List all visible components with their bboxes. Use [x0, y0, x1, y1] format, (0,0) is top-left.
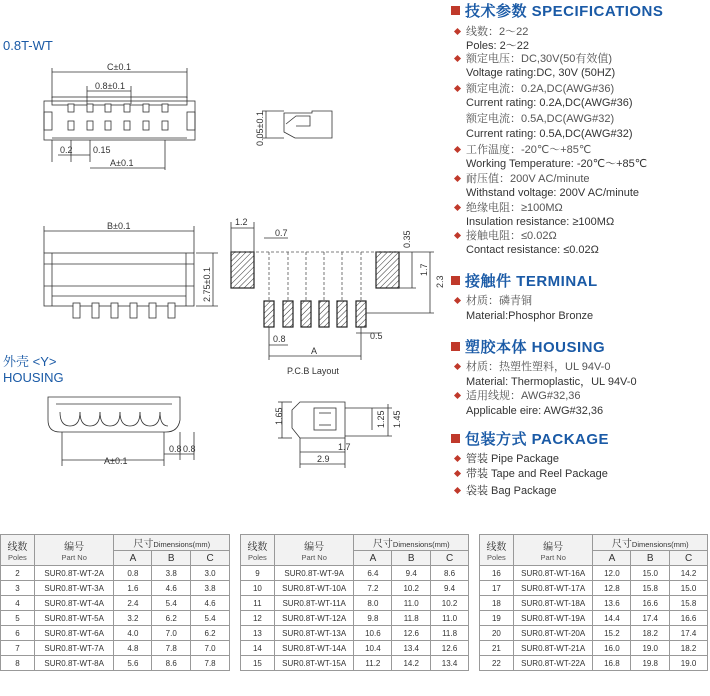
- header-a: A: [593, 551, 631, 566]
- cell-part-no: SUR0.8T-WT-20A: [513, 626, 593, 641]
- cell-a: 8.0: [354, 596, 392, 611]
- cell-c: 7.0: [191, 641, 230, 656]
- cell-a: 5.6: [114, 656, 152, 671]
- cell-a: 7.2: [354, 581, 392, 596]
- cell-a: 2.4: [114, 596, 152, 611]
- technical-drawing: [0, 0, 450, 480]
- cell-a: 16.8: [593, 656, 631, 671]
- housing-heading: 塑胶本体 HOUSING: [451, 336, 605, 357]
- cell-poles: 12: [241, 611, 275, 626]
- cell-poles: 17: [480, 581, 514, 596]
- table-row: [241, 641, 469, 656]
- table-row: [480, 656, 708, 671]
- dim-145: 1.45: [392, 410, 402, 428]
- cell-c: 16.6: [670, 611, 708, 626]
- table-row: [1, 611, 230, 626]
- cell-a: 12.8: [593, 581, 631, 596]
- cell-c: 10.2: [431, 596, 469, 611]
- terminal-material-en: Material:Phosphor Bronze: [466, 310, 594, 322]
- cell-b: 15.8: [631, 581, 670, 596]
- cell-b: 13.4: [392, 641, 431, 656]
- table-row: [480, 581, 708, 596]
- cell-part-no: SUR0.8T-WT-16A: [513, 566, 593, 581]
- header-c: C: [191, 551, 230, 566]
- header-c: C: [670, 551, 708, 566]
- specifications-heading: 技术参数 SPECIFICATIONS: [451, 0, 663, 21]
- dim-a-housing: A±0.1: [104, 456, 128, 466]
- dim-b: B±0.1: [107, 221, 131, 231]
- cell-part-no: SUR0.8T-WT-7A: [34, 641, 114, 656]
- table-row: [480, 611, 708, 626]
- cell-part-no: SUR0.8T-WT-11A: [274, 596, 354, 611]
- cell-a: 10.6: [354, 626, 392, 641]
- cell-a: 15.2: [593, 626, 631, 641]
- header-poles: 线数 Poles: [241, 535, 275, 566]
- terminal-heading: 接触件 TERMINAL: [451, 270, 598, 291]
- dim-275: 2.75±0.1: [202, 267, 212, 302]
- cell-a: 4.8: [114, 641, 152, 656]
- cell-poles: 2: [1, 566, 35, 581]
- cell-b: 7.0: [152, 626, 191, 641]
- cell-part-no: SUR0.8T-WT-21A: [513, 641, 593, 656]
- cell-c: 15.8: [670, 596, 708, 611]
- table-row: [1, 566, 230, 581]
- dim-015: 0.15: [93, 145, 111, 155]
- header-dimensions: 尺寸Dimensions(mm): [593, 535, 708, 551]
- cell-part-no: SUR0.8T-WT-18A: [513, 596, 593, 611]
- table-row: [1, 581, 230, 596]
- header-b: B: [392, 551, 431, 566]
- spec-withstand-cn: 耐压值：200V AC/minute: [466, 173, 590, 185]
- header-part-no: 编号 Part No: [274, 535, 354, 566]
- cell-part-no: SUR0.8T-WT-4A: [34, 596, 114, 611]
- table-row: [241, 626, 469, 641]
- table-row: [480, 596, 708, 611]
- table-row: [241, 581, 469, 596]
- dim-a: A±0.1: [110, 158, 134, 168]
- cell-c: 11.8: [431, 626, 469, 641]
- spec-temp-cn: 工作温度：-20℃～+85℃: [466, 144, 592, 156]
- cell-a: 9.8: [354, 611, 392, 626]
- terminal-material-cn: 材质：磷青铜: [466, 295, 532, 307]
- dim-12: 1.2: [235, 217, 248, 227]
- dimension-table-2: [240, 534, 469, 671]
- table-row: [480, 566, 708, 581]
- cell-b: 15.0: [631, 566, 670, 581]
- cell-part-no: SUR0.8T-WT-5A: [34, 611, 114, 626]
- cell-b: 19.0: [631, 641, 670, 656]
- dim-165: 1.65: [274, 407, 284, 425]
- package-pipe: 管装 Pipe Package: [466, 453, 559, 465]
- cell-c: 15.0: [670, 581, 708, 596]
- cell-a: 3.2: [114, 611, 152, 626]
- housing-awg-cn: 适用线规：AWG#32,36: [466, 390, 581, 402]
- cell-b: 18.2: [631, 626, 670, 641]
- table-row: [1, 641, 230, 656]
- spec-current-32-en: Current rating: 0.5A,DC(AWG#32): [466, 128, 633, 140]
- cell-poles: 9: [241, 566, 275, 581]
- cell-c: 19.0: [670, 656, 708, 671]
- package-bag: 袋装 Bag Package: [466, 485, 557, 497]
- cell-a: 11.2: [354, 656, 392, 671]
- cell-a: 4.0: [114, 626, 152, 641]
- cell-b: 7.8: [152, 641, 191, 656]
- cell-part-no: SUR0.8T-WT-2A: [34, 566, 114, 581]
- dim-w29: 2.9: [317, 454, 330, 464]
- cell-c: 5.4: [191, 611, 230, 626]
- header-a: A: [354, 551, 392, 566]
- header-dimensions: 尺寸Dimensions(mm): [114, 535, 230, 551]
- cell-poles: 16: [480, 566, 514, 581]
- header-dimensions: 尺寸Dimensions(mm): [354, 535, 469, 551]
- header-part-no: 编号 Part No: [513, 535, 593, 566]
- cell-c: 6.2: [191, 626, 230, 641]
- cell-part-no: SUR0.8T-WT-3A: [34, 581, 114, 596]
- cell-b: 10.2: [392, 581, 431, 596]
- spec-current-36-en: Current rating: 0.2A,DC(AWG#36): [466, 97, 633, 109]
- cell-c: 14.2: [670, 566, 708, 581]
- spec-poles-cn: 线数：2～22: [466, 26, 529, 38]
- housing-label-cn: 外壳 <Y>: [3, 354, 57, 369]
- cell-poles: 19: [480, 611, 514, 626]
- header-part-no: 编号 Part No: [34, 535, 114, 566]
- front-view-outline: [44, 253, 194, 306]
- cell-c: 18.2: [670, 641, 708, 656]
- bullet-square-icon: [451, 434, 460, 443]
- housing-awg-en: Applicable eire: AWG#32,36: [466, 405, 604, 417]
- dim-08c: 0.8: [169, 444, 182, 454]
- cell-part-no: SUR0.8T-WT-19A: [513, 611, 593, 626]
- cell-poles: 7: [1, 641, 35, 656]
- housing-label-en: HOUSING: [3, 370, 64, 385]
- cell-a: 0.8: [114, 566, 152, 581]
- cell-poles: 11: [241, 596, 275, 611]
- bullet-square-icon: [451, 276, 460, 285]
- cell-c: 7.8: [191, 656, 230, 671]
- dim-17: 1.7: [419, 263, 429, 276]
- cell-part-no: SUR0.8T-WT-9A: [274, 566, 354, 581]
- table-row: [241, 596, 469, 611]
- table-row: [1, 626, 230, 641]
- table-row: [241, 611, 469, 626]
- cell-part-no: SUR0.8T-WT-6A: [34, 626, 114, 641]
- spec-withstand-en: Withstand voltage: 200V AC/minute: [466, 187, 640, 199]
- cell-poles: 4: [1, 596, 35, 611]
- cell-b: 17.4: [631, 611, 670, 626]
- cell-b: 5.4: [152, 596, 191, 611]
- cell-c: 17.4: [670, 626, 708, 641]
- cell-c: 12.6: [431, 641, 469, 656]
- cell-poles: 22: [480, 656, 514, 671]
- header-b: B: [631, 551, 670, 566]
- table-body-2: [241, 566, 469, 671]
- dim-23: 2.3: [435, 275, 445, 288]
- cell-b: 12.6: [392, 626, 431, 641]
- cell-poles: 10: [241, 581, 275, 596]
- cell-poles: 14: [241, 641, 275, 656]
- spec-current-36-cn: 额定电流：0.2A,DC(AWG#36): [466, 83, 615, 95]
- cell-poles: 15: [241, 656, 275, 671]
- cell-b: 6.2: [152, 611, 191, 626]
- table-row: [480, 641, 708, 656]
- dimension-table-3: [479, 534, 708, 671]
- table-row: [480, 626, 708, 641]
- housing-material-en: Material: Thermoplastic，UL 94V-0: [466, 376, 637, 388]
- table-row: [241, 656, 469, 671]
- table-body-3: [480, 566, 708, 671]
- cell-a: 12.0: [593, 566, 631, 581]
- header-c: C: [431, 551, 469, 566]
- cell-c: 4.6: [191, 596, 230, 611]
- dim-a-plain: A: [311, 346, 318, 356]
- header-a: A: [114, 551, 152, 566]
- series-label: 0.8T-WT: [3, 38, 53, 53]
- dim-pitch: 0.8±0.1: [95, 81, 125, 91]
- dim-07: 0.7: [275, 228, 288, 238]
- spec-temp-en: Working Temperature: -20℃～+85℃: [466, 158, 648, 170]
- cell-part-no: SUR0.8T-WT-22A: [513, 656, 593, 671]
- cell-part-no: SUR0.8T-WT-14A: [274, 641, 354, 656]
- cell-b: 3.8: [152, 566, 191, 581]
- cell-c: 3.0: [191, 566, 230, 581]
- cell-b: 8.6: [152, 656, 191, 671]
- spec-contact-en: Contact resistance: ≤0.02Ω: [466, 244, 599, 256]
- cell-c: 11.0: [431, 611, 469, 626]
- dim-035: 0.35: [402, 230, 412, 248]
- dim-02: 0.2: [60, 145, 73, 155]
- dim-08d: 0.8: [183, 444, 196, 454]
- table-row: [1, 596, 230, 611]
- dim-05: 0.5: [370, 331, 383, 341]
- table-body-1: [1, 566, 230, 671]
- dim-08b: 0.8: [273, 334, 286, 344]
- cell-part-no: SUR0.8T-WT-10A: [274, 581, 354, 596]
- dim-125: 1.25: [376, 410, 386, 428]
- cell-poles: 21: [480, 641, 514, 656]
- cell-b: 4.6: [152, 581, 191, 596]
- cell-c: 3.8: [191, 581, 230, 596]
- bullet-square-icon: [451, 6, 460, 15]
- cell-a: 10.4: [354, 641, 392, 656]
- spec-contact-cn: 接触电阻：≤0.02Ω: [466, 230, 557, 242]
- spec-insulation-en: Insulation resistance: ≥100MΩ: [466, 216, 615, 228]
- pcb-layout-caption: P.C.B Layout: [287, 366, 339, 376]
- spec-current-32-cn: 额定电流：0.5A,DC(AWG#32): [466, 113, 615, 125]
- table-row: [1, 656, 230, 671]
- cell-poles: 18: [480, 596, 514, 611]
- package-tape-reel: 带装 Tape and Reel Package: [466, 468, 608, 480]
- housing-material-cn: 材质：热塑性塑料，UL 94V-0: [466, 361, 611, 373]
- header-b: B: [152, 551, 191, 566]
- dim-side-005: 0.05±0.1: [255, 111, 265, 146]
- cell-c: 9.4: [431, 581, 469, 596]
- cell-a: 16.0: [593, 641, 631, 656]
- cell-poles: 5: [1, 611, 35, 626]
- header-poles: 线数 Poles: [480, 535, 514, 566]
- cell-poles: 3: [1, 581, 35, 596]
- dim-w17: 1.7: [338, 442, 351, 452]
- top-view-outline: [44, 101, 195, 140]
- dim-c: C±0.1: [107, 62, 131, 72]
- table-row: [241, 566, 469, 581]
- cell-poles: 20: [480, 626, 514, 641]
- spec-voltage-cn: 额定电压：DC,30V(50有效值): [466, 53, 613, 65]
- spec-insulation-cn: 绝缘电阻：≥100MΩ: [466, 202, 563, 214]
- cell-part-no: SUR0.8T-WT-15A: [274, 656, 354, 671]
- cell-poles: 8: [1, 656, 35, 671]
- bullet-square-icon: [451, 342, 460, 351]
- cell-c: 8.6: [431, 566, 469, 581]
- cell-b: 11.8: [392, 611, 431, 626]
- cell-b: 14.2: [392, 656, 431, 671]
- cell-a: 14.4: [593, 611, 631, 626]
- header-poles: 线数 Poles: [1, 535, 35, 566]
- cell-a: 13.6: [593, 596, 631, 611]
- package-heading: 包装方式 PACKAGE: [451, 428, 609, 449]
- cell-c: 13.4: [431, 656, 469, 671]
- cell-b: 16.6: [631, 596, 670, 611]
- cell-part-no: SUR0.8T-WT-17A: [513, 581, 593, 596]
- cell-b: 11.0: [392, 596, 431, 611]
- cell-b: 9.4: [392, 566, 431, 581]
- cell-b: 19.8: [631, 656, 670, 671]
- cell-part-no: SUR0.8T-WT-13A: [274, 626, 354, 641]
- cell-a: 1.6: [114, 581, 152, 596]
- spec-poles-en: Poles: 2～22: [466, 40, 529, 52]
- cell-part-no: SUR0.8T-WT-8A: [34, 656, 114, 671]
- spec-voltage-en: Voltage rating:DC, 30V (50HZ): [466, 67, 616, 79]
- dimension-table-1: [0, 534, 230, 671]
- cell-poles: 13: [241, 626, 275, 641]
- cell-poles: 6: [1, 626, 35, 641]
- housing-side-outline: [292, 402, 345, 438]
- cell-a: 6.4: [354, 566, 392, 581]
- cell-part-no: SUR0.8T-WT-12A: [274, 611, 354, 626]
